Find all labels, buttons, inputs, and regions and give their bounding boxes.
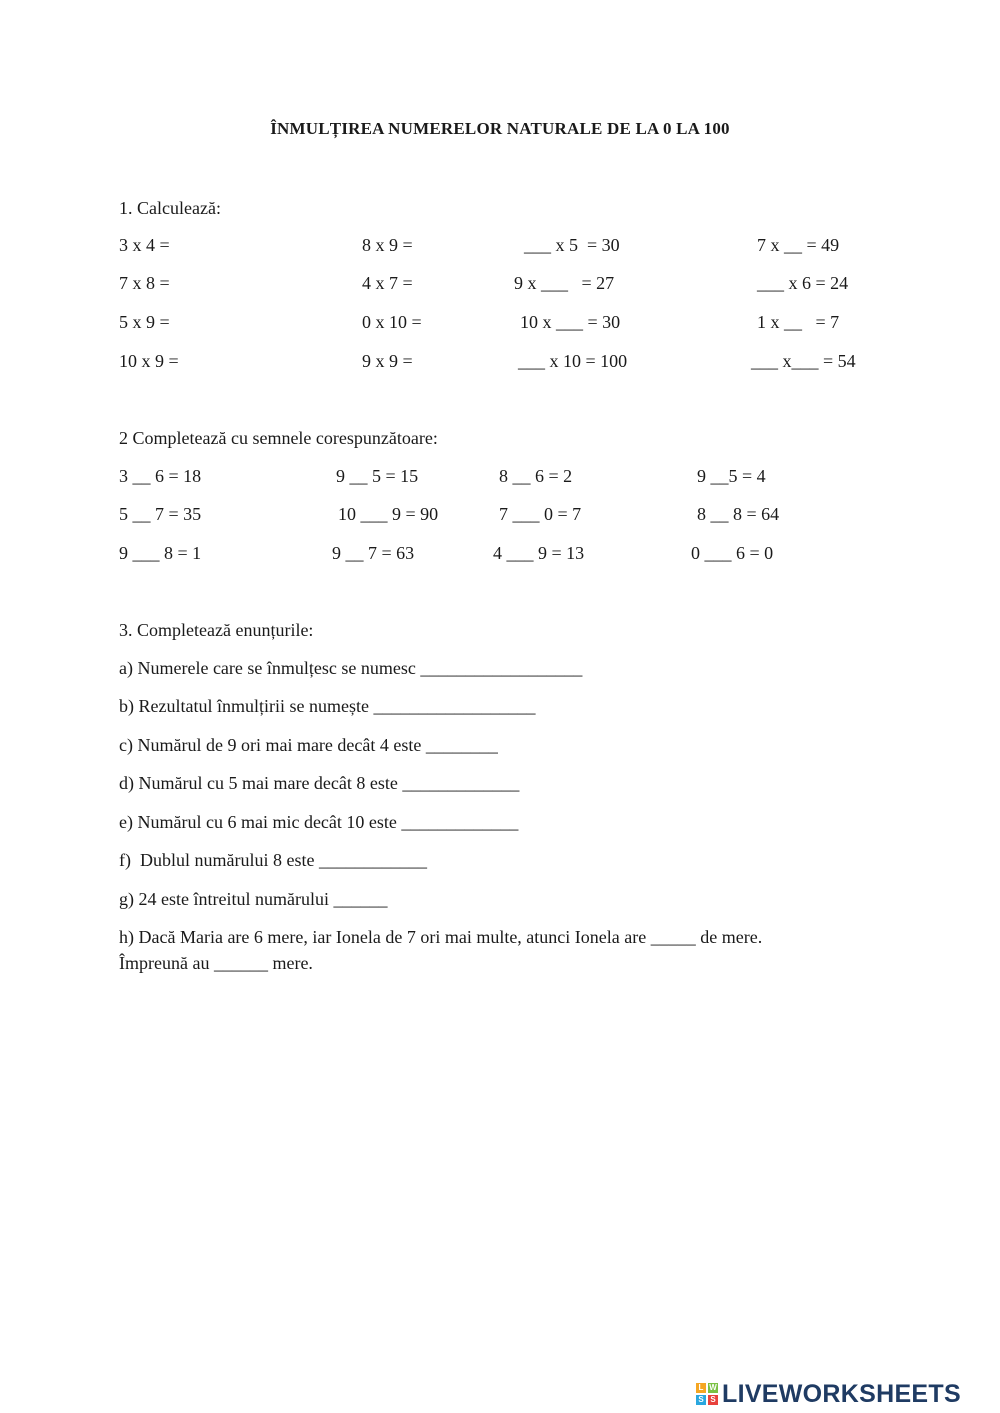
exercise-2-cell: 7 ___ 0 = 7 [499, 504, 582, 524]
exercise-1-cell: ___ x___ = 54 [751, 351, 856, 371]
exercise-3-item: b) Rezultatul înmulțirii se numește __________________ [119, 696, 536, 716]
exercise-1-cell: 4 x 7 = [362, 273, 413, 293]
section-1-heading: 1. Calculează: [119, 198, 221, 218]
exercise-1-cell: 7 x __ = 49 [757, 235, 840, 255]
exercise-1-cell: ___ x 5 = 30 [524, 235, 620, 255]
section-3-heading: 3. Completează enunțurile: [119, 620, 314, 640]
section-2-heading: 2 Completează cu semnele corespunzătoare: [119, 428, 438, 448]
exercise-1-cell: 9 x ___ = 27 [514, 273, 615, 293]
exercise-2-cell: 9 ___ 8 = 1 [119, 543, 202, 563]
exercise-1-cell: 1 x __ = 7 [757, 312, 840, 332]
exercise-3-item: Împreună au ______ mere. [119, 953, 313, 973]
exercise-1-cell: 8 x 9 = [362, 235, 413, 255]
exercise-3-item: e) Numărul cu 6 mai mic decât 10 este _____________ [119, 812, 519, 832]
logo-square-2: W [709, 1383, 717, 1392]
exercise-1-cell: 7 x 8 = [119, 273, 170, 293]
logo-square-1: L [696, 1383, 706, 1393]
exercise-2-cell: 9 __ 5 = 15 [336, 466, 419, 486]
exercise-2-cell: 4 ___ 9 = 13 [493, 543, 585, 563]
exercise-2-cell: 8 __ 8 = 64 [697, 504, 780, 524]
exercise-1-cell: 3 x 4 = [119, 235, 170, 255]
exercise-1-cell: ___ x 10 = 100 [518, 351, 628, 371]
exercise-1-cell: 5 x 9 = [119, 312, 170, 332]
exercise-2-cell: 0 ___ 6 = 0 [691, 543, 774, 563]
exercise-1-cell: ___ x 6 = 24 [757, 273, 849, 293]
exercise-2-cell: 9 __ 7 = 63 [332, 543, 415, 563]
exercise-1-cell: 9 x 9 = [362, 351, 413, 371]
exercise-3-item: h) Dacă Maria are 6 mere, iar Ionela de 7 ori mai multe, atunci Ionela are _____ de mere. [119, 927, 763, 947]
exercise-3-item: g) 24 este întreitul numărului ______ [119, 889, 388, 909]
exercise-1-cell: 0 x 10 = [362, 312, 422, 332]
exercise-2-cell: 10 ___ 9 = 90 [338, 504, 439, 524]
logo-squares-icon [696, 1383, 718, 1405]
logo-text: LIVEWORKSHEETS [722, 1379, 961, 1408]
logo-square-4: S [708, 1395, 718, 1405]
exercise-1-cell: 10 x 9 = [119, 351, 179, 371]
page-title: ÎNMULȚIREA NUMERELOR NATURALE DE LA 0 LA 100 [270, 119, 730, 138]
exercise-2-cell: 9 __5 = 4 [697, 466, 766, 486]
logo-square-3: S [696, 1395, 706, 1405]
liveworksheets-logo [696, 1379, 961, 1409]
exercise-2-cell: 5 __ 7 = 35 [119, 504, 202, 524]
exercise-2-cell: 8 __ 6 = 2 [499, 466, 573, 486]
exercise-1-cell: 10 x ___ = 30 [520, 312, 621, 332]
exercise-3-item: c) Numărul de 9 ori mai mare decât 4 este ________ [119, 735, 498, 755]
exercise-3-item: d) Numărul cu 5 mai mare decât 8 este _____________ [119, 773, 520, 793]
exercise-2-cell: 3 __ 6 = 18 [119, 466, 202, 486]
exercise-3-item: f) Dublul numărului 8 este ____________ [119, 850, 427, 870]
exercise-3-item: a) Numerele care se înmulțesc se numesc __________________ [119, 658, 583, 678]
